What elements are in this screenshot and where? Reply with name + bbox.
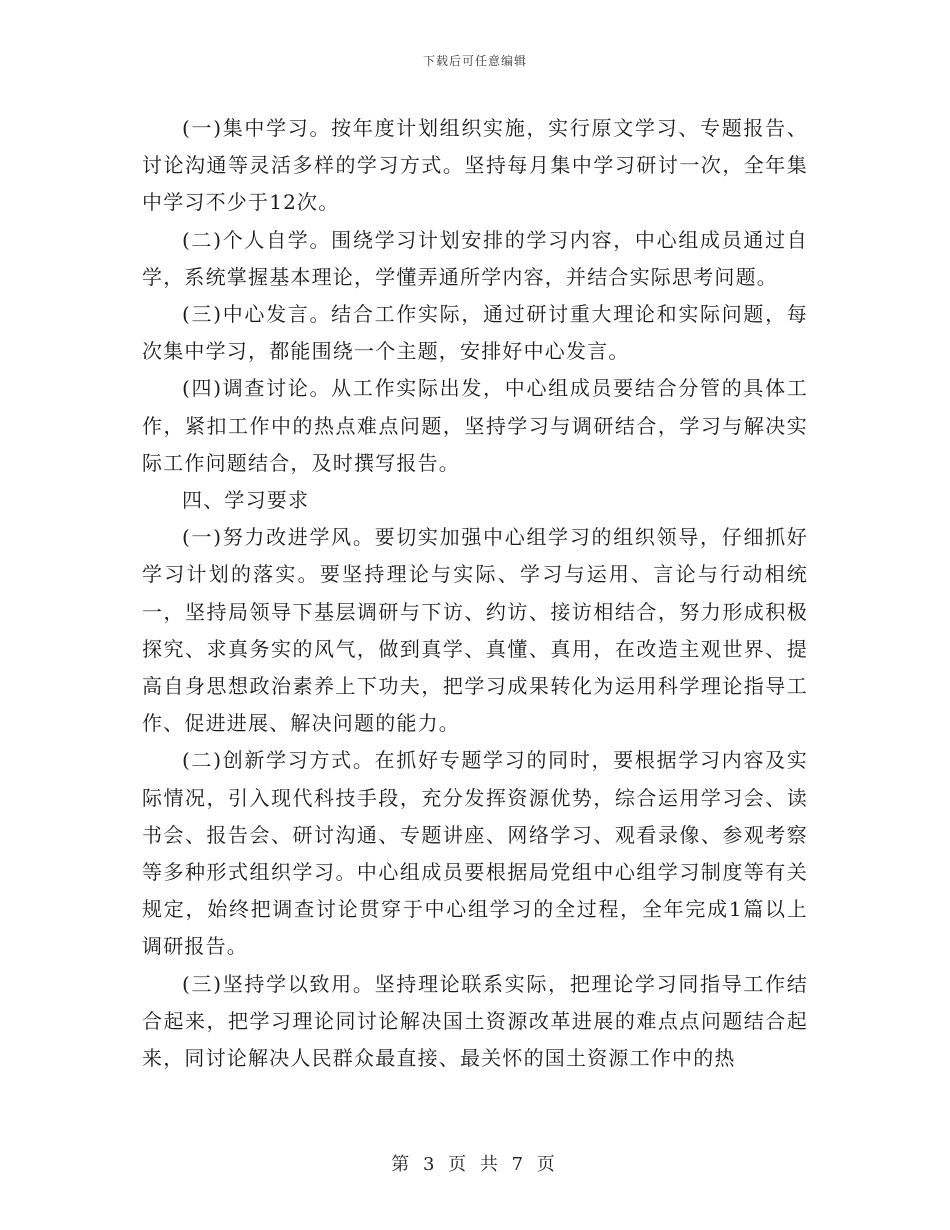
page-header-note: 下载后可任意编辑 (422, 54, 527, 68)
paragraph-improve-study-style: (一)努力改进学风。要切实加强中心组学习的组织领导，仔细抓好学习计划的落实。要坚持理论与实际、学习与运用、言论与行动相统一，坚持局领导下基层调研与下访、约访、接访相结合，努力形成积极探究、求真务实的风气，做到真学、真懂、真用，在改造主观世界、提高自身思想政治素养上下功夫，把学习成果转化为运用科学理论指导工作、促进进展、解决问题的能力。 (142, 525, 808, 736)
document-body (142, 110, 808, 1077)
paragraph-innovate-study-methods: (二)创新学习方式。在抓好专题学习的同时，要根据学习内容及实际情况，引入现代科技手段，充分发挥资源优势，综合运用学习会、读书会、报告会、研讨沟通、专题讲座、网络学习、观看录像、参观考察等多种形式组织学习。中心组成员要根据局党组中心组学习制度等有关规定，始终把调查讨论贯穿于中心组学习的全过程，全年完成1篇以上调研报告。 (142, 748, 808, 959)
page-number-footer: 第 3 页 共 7 页 (391, 1154, 559, 1175)
section-heading-study-requirements: 四、学习要求 (182, 488, 310, 513)
paragraph-apply-learning: (三)坚持学以致用。坚持理论联系实际，把理论学习同指导工作结合起来，把学习理论同讨论解决国土资源改革进展的难点点问题结合起来，同讨论解决人民群众最直接、最关怀的国土资源工作中的热 (142, 971, 808, 1071)
paragraph-centralized-study: (一)集中学习。按年度计划组织实施，实行原文学习、专题报告、讨论沟通等灵活多样的学习方式。坚持每月集中学习研讨一次，全年集中学习不少于12次。 (142, 116, 808, 215)
paragraph-central-speech: (三)中心发言。结合工作实际，通过研讨重大理论和实际问题，每次集中学习，都能围绕一个主题，安排好中心发言。 (142, 302, 808, 364)
paragraph-investigation-discussion: (四)调查讨论。从工作实际出发，中心组成员要结合分管的具体工作，紧扣工作中的热点难点问题，坚持学习与调研结合，学习与解决实际工作问题结合，及时撰写报告。 (142, 376, 808, 475)
paragraph-self-study: (二)个人自学。围绕学习计划安排的学习内容，中心组成员通过自学，系统掌握基本理论，学懂弄通所学内容，并结合实际思考问题。 (142, 227, 808, 289)
